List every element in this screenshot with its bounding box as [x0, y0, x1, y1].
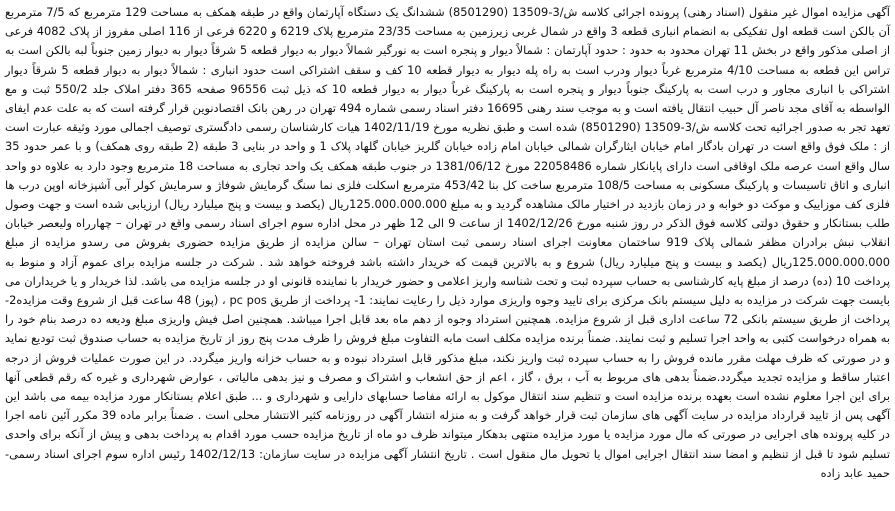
notice-body-text: آگهی مزایده اموال غیر منقول (اسناد رهنی) پرونده اجرائی کلاسه ش/3-13509 (8501290) ششدانگ یک دستگاه آپارتمان واقع در طبقه همکف به مساحت 129 مترمربع که 7/5 مترمربع آن بالکن است قطعه اول تفکیکی به انضمام انباری قطعه 3 واقع در شمال غربی زیرزمین به مساحت 23/35 مترمربع پلاک 6219 و 6220 فرعی از 116 اصلی مفروز از پلاک 4082 فرعی از اصلی مذکور واقع در بخش 11 تهران محدود به حدود : حدود آپارتمان : شمالاً دیوار و پنجره است به نورگیر شمالاً دیوار به دیوار قطعه 5 شرقاً دیوار به دیوار زمین جنوباً لبه بالکن است به تراس این قطعه به مساحت 4/10 مترمربع غرباً دیوار ودرب است به راه پله دیوار به دیوار قطعه 10 کف و سقف اشتراکی است حدود انباری : شمالاً دیوار به دیوار قطعه 5 شرقاً دیوار اشتراکی با انباری مجاور و درب است به پارکینگ جنوباً دیوار و پنجره است به پارکینگ غرباً دیوار به دیوار قطعه 10 که ذیل ثبت 96556 صفحه 365 دفتر املاک جلد 550/2 ثبت و مع الواسطه به آقای مجد ناصر آل حبیب انتقال یافته است و به موجب سند رهنی 16695 دفتر اسناد رسمی شماره 494 تهران در رهن بانک اقتصادنوین قرار گرفته است که به علت عدم ایفای تعهد تجر به صدور اجرائیه تحت کلاسه ش/3-13509 (8501290) شده است و طبق نظریه مورخ 1402/11/19 هیات کارشناسان رسمی دادگستری توصیف اجمالی مورد وثیقه عبارت است از : ملک فوق واقع است در تهران بادگار امام خیابان ایثارگران شمالی خیابان امام زاده خیابان گلریز خیابان گلهاد پلاک 1 و واحد در بنایی 3 طبقه (2 طبقه روی همکف) و با عمر حدود 35 سال واقع است عرصه ملک اوقافی است دارای پایانکار شماره 22058486 مورخ 1381/06/12 در جنوب طبقه همکف یک واحد تجاری به مساحت 18 مترمربع وجود دارد به علاوه دو واحد انباری و اتاق تاسیسات و پارکینگ مسکونی به مساحت 108/5 مترمربع ساخت کل بنا 453/42 مترمربع اسکلت فلزی نما سنگ گرمایش شوفاژ و سرمایش کولر آبی آشپزخانه اوپن درب ها فلزی کف موزاییک و موکت دو خوابه و در زمان بازدید در اختیار مالک مشاهده گردید و به مبلغ 125.000.000.000ریال (یکصد و بیست و پنج میلیارد ریال) ارزیابی شده است و جهت وصول طلب بستانکار و حقوق دولتی کلاسه فوق الذکر در روز شنبه مورخ 1402/12/26 از ساعت 9 الی 12 ظهر در محل اداره سوم اجرای اسناد رسمی واقع در تهران – چهارراه ولیعصر خیابان انقلاب نبش برادران مظفر شمالی پلاک 919 ساختمان معاونت اجرای اسناد رسمی ثبت استان تهران – سالن مزایده از طریق مزایده حضوری بفروش می رسدو مزایده از مبلغ 125.000.000.000ریال (یکصد و بیست و پنج میلیارد ریال) شروع و به بالاترین قیمت که خریدار داشته باشد فروخته خواهد شد . شرکت در جلسه مزایده برای عموم آزاد و منوط به پرداخت 10 (ده) درصد از مبلغ پایه کارشناسی به حساب سپرده ثبت و تحت شناسه واریز اعلامی و حضور خریدار با نماینده قانونی او در جلسه مزایده می باشد. لذا خریدار و یا خریداران می بایست جهت شرکت در مزایده به دلیل سیستم بانک مرکزی برای تایید وجوه واریزی موارد ذیل را رعایت نمایند: 1- پرداخت از طریق pc pos ، (پوز) 48 ساعت قبل از شروع وقت مزایده2- پرداخت از طریق سیستم بانکی 72 ساعت اداری قبل از شروع مزایده. همچنین استرداد وجوه از دهم ماه بعد قابل اجرا میباشد. همچنین اصل فیش واریزی مبلغ ودیعه ده درصد بنام خود را به همراه درخواست کتبی به واحد اجرا تسلیم و ثبت نمایند. ضمناً برنده مزایده مکلف است مابه التفاوت مبلغ فروش را ظرف مدت پنج روز از تاریخ مزایده به حساب صندوق ثبت تودیع نماید و در صورتی که ظرف مهلت مقرر مانده فروش را به حساب سپرده ثبت واریز نکند، مبلغ مذکور قابل استرداد نبوده و به حساب خزانه واریز میگردد. در این صورت عملیات فروش از درجه اعتبار ساقط و مزایده تجدید میگردد.ضمناً بدهی های مربوط به آب ، برق ، گاز ، اعم از حق انشعاب و اشتراک و مصرف و نیز بدهی مالیاتی ، عوارض شهرداری و غیره که رقم قطعی آنها برای این اجرا معلوم نشده است بعهده برنده مزایده است و تنظیم سند انتقال موکول به ارائه مفاصا حسابهای دارایی و شهرداری و ... طبق اعلام بستانکار مورد مزایده بیمه می باشد این آگهی پس از تایید قرارداد مزایده در سایت آگهی های سازمان ثبت قرار خواهد گرفت و به منزله انتشار آگهی در روزنامه کثیر الانتشار محلی است . ضمناً برابر ماده 39 مکرر آئین نامه اجرا در کلیه پرونده های اجرایی در صورتی که مال مورد مزایده یا مورد مزایده منتهی بدهکار میتواند ظرف دو ماه از تاریخ مزایده حسب مورد اقدام به پرداخت بدهی و پیش از آنکه برای واحدی تسلیم شود تا قبل از تنظیم و امضا سند انتقال اجرایی اموال یا تحویل مال منقول است . تاریخ انتشار آگهی مزایده در سایت سازمان: 1402/12/13 رئیس اداره سوم اجرای اسناد رسمی- حمید عابد زاده: [5, 5, 891, 480]
